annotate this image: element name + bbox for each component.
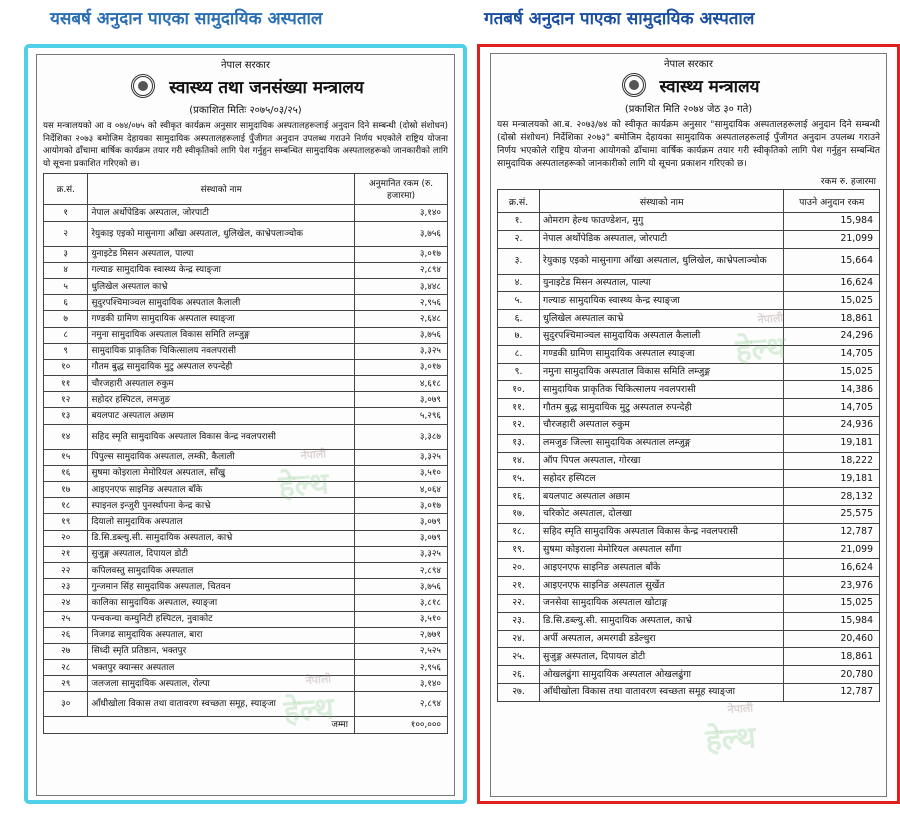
row-institution: सहोदर हस्पिटल, लमजुङ	[88, 392, 355, 408]
row-institution: बयलपाट अस्पताल अछाम	[540, 488, 784, 506]
row-amount: २,६४८	[355, 311, 448, 327]
row-amount: ३,७५६	[355, 221, 448, 246]
row-amount: 23,976	[784, 577, 880, 595]
last-year-heading: गतबर्ष अनुदान पाएका सामुदायिक अस्पताल	[484, 9, 755, 29]
row-serial: १८.	[498, 523, 540, 541]
row-institution: आँधीखोला विकास तथा वातावरण स्वच्छता समूह, स्याङ्जा	[88, 692, 355, 717]
row-serial: ५.	[498, 292, 540, 310]
row-amount: 20,460	[784, 630, 880, 648]
row-amount: २,९५६	[355, 295, 448, 311]
table-row	[44, 482, 448, 498]
grant-table	[43, 173, 448, 733]
row-serial: ११.	[498, 399, 540, 417]
row-amount: ३,०१७	[355, 246, 448, 262]
row-institution: भक्तपुर क्यान्सर अस्पताल	[88, 660, 355, 676]
row-amount: ४,०६४	[355, 482, 448, 498]
row-institution: युनाइटेड मिसन अस्पताल, पाल्पा	[88, 246, 355, 262]
row-amount: 21,099	[784, 230, 880, 248]
col-serial: क्र.सं.	[498, 190, 540, 213]
row-amount: 12,787	[784, 523, 880, 541]
row-amount: २,८९४	[355, 262, 448, 278]
row-serial: २.	[498, 230, 540, 248]
this-year-notice	[36, 54, 455, 796]
row-serial: १३.	[498, 434, 540, 452]
row-institution: गुन्जमान सिंह सामुदायिक अस्पताल, चितवन	[88, 579, 355, 595]
table-row	[44, 205, 448, 221]
row-amount: २,९५६	[355, 660, 448, 676]
row-institution: लमजुङ जिल्ला सामुदायिक अस्पताल लम्जुङ्ग	[540, 434, 784, 452]
row-institution: रेयुकाइ एइको मासुनागा आँखा अस्पताल, धुलिखेल, काभ्रेपलाञ्चोक	[540, 248, 784, 274]
table-row	[44, 278, 448, 294]
row-amount: 16,624	[784, 274, 880, 292]
table-row	[498, 523, 880, 541]
table-row	[44, 676, 448, 692]
table-row	[498, 541, 880, 559]
row-institution: ओमराग हेल्थ फाउण्डेशन, मुगु	[540, 213, 784, 231]
nepal-emblem-icon	[127, 72, 161, 100]
row-amount: 14,705	[784, 399, 880, 417]
row-amount: ३,०१७	[355, 359, 448, 375]
row-serial: ४	[44, 262, 88, 278]
table-row	[44, 392, 448, 408]
table-row	[498, 399, 880, 417]
row-institution: कपिलवस्तु सामुदायिक अस्पताल	[88, 562, 355, 578]
row-serial: ७	[44, 311, 88, 327]
table-row	[498, 630, 880, 648]
row-amount: 20,780	[784, 666, 880, 684]
table-row	[498, 416, 880, 434]
row-serial: २६	[44, 627, 88, 643]
row-institution: पन्चकन्या कम्युनिटी हस्पिटल, नुवाकोट	[88, 611, 355, 627]
table-row	[44, 627, 448, 643]
row-institution: निजगढ सामुदायिक अस्पताल, बारा	[88, 627, 355, 643]
row-amount: 15,984	[784, 213, 880, 231]
ministry-title: स्वास्थ्य तथा जनसंख्या मन्त्रालय	[169, 77, 364, 98]
table-row	[498, 434, 880, 452]
table-row	[44, 221, 448, 246]
row-amount: ३,७५६	[355, 579, 448, 595]
row-serial: १३	[44, 408, 88, 424]
row-institution: डि.सि.डब्ल्यु.सी. सामुदायिक अस्पताल, काभ्रे	[88, 530, 355, 546]
row-amount: 28,132	[784, 488, 880, 506]
row-serial: २६.	[498, 666, 540, 684]
row-institution: नेपाल अर्थोपेडिक अस्पताल, जोरपाटी	[88, 205, 355, 221]
row-serial: २२	[44, 562, 88, 578]
table-row	[44, 262, 448, 278]
row-institution: गौतम बुद्ध सामुदायिक मुटु अस्पताल रुपन्देही	[540, 399, 784, 417]
row-amount: २,५२५	[355, 643, 448, 659]
row-serial: १६.	[498, 488, 540, 506]
row-institution: सिध्दी स्मृति प्रतिष्ठान, भक्तपुर	[88, 643, 355, 659]
row-serial: २	[44, 221, 88, 246]
row-institution: गौतम बुद्ध सामुदायिक मुटु अस्पताल रुपन्देही	[88, 359, 355, 375]
row-serial: २४.	[498, 630, 540, 648]
total-value: १००,०००	[355, 717, 448, 733]
row-institution: सुषमा कोइराला मेमोरियल अस्पताल साँगा	[540, 541, 784, 559]
row-serial: ८	[44, 327, 88, 343]
table-row	[498, 363, 880, 381]
ministry-title: स्वास्थ्य मन्त्रालय	[659, 76, 760, 97]
col-institution: संस्थाको नाम	[88, 174, 355, 205]
table-row	[44, 611, 448, 627]
row-serial: ६.	[498, 310, 540, 328]
row-institution: नेपाल अर्थोपेडिक अस्पताल, जोरपाटी	[540, 230, 784, 248]
row-serial: २३	[44, 579, 88, 595]
nepal-emblem-icon	[618, 71, 652, 99]
row-amount: 15,025	[784, 594, 880, 612]
row-amount: ३,०७९	[355, 514, 448, 530]
table-row	[44, 465, 448, 481]
table-row	[44, 595, 448, 611]
row-amount: ३,५१०	[355, 611, 448, 627]
row-serial: १२	[44, 392, 88, 408]
row-amount: ३,३२५	[355, 343, 448, 359]
table-row	[44, 546, 448, 562]
row-institution: नमुना सामुदायिक अस्पताल विकास समिति लम्जुङ्ग	[88, 327, 355, 343]
row-institution: सहिद स्मृति सामुदायिक अस्पताल विकास केन्द्र नवलपरासी	[540, 523, 784, 541]
table-row	[44, 359, 448, 375]
table-row	[44, 498, 448, 514]
row-amount: 19,181	[784, 434, 880, 452]
watermark-logo: नेपाली हेल्थ	[704, 701, 757, 759]
row-institution: युनाइटेड मिसन अस्पताल, पाल्पा	[540, 274, 784, 292]
notice-intro: यस मन्त्रालयको आ.ब. २०७३/७४ को स्वीकृत कार्यक्रम अनुसार "सामुदायिक अस्पतालहरूलाई अनुदान दिने सम्बन्धी (दोस्रो संशोधन) निर्देशिका २०७३" बमोजिम देहायका सामुदायिक अस्पतालहरूलाई पुँजीगत अनुदान उपलब्ध गराउने निर्णय भएकोले राष्ट्रिय योजना आयोगको ढाँचामा वार्षिक कार्यक्रम तयार गरी स्वीकृतिको लागि पेश गर्नुहुन सम्बन्धित सामुदायिक अस्पतालहरूको जानकारीको लागि यो सूचना प्रकाशन गरिएको छ।	[497, 120, 880, 169]
row-institution: गल्याङ सामुदायिक स्वास्थ्य केन्द्र स्याङ्जा	[88, 262, 355, 278]
row-serial: २०.	[498, 559, 540, 577]
table-row	[498, 488, 880, 506]
row-serial: ६	[44, 295, 88, 311]
table-row	[44, 514, 448, 530]
row-institution: सामुदायिक प्राकृतिक चिकित्सालय नवलपरासी	[540, 381, 784, 399]
row-amount: 12,787	[784, 683, 880, 701]
table-row	[498, 327, 880, 345]
table-row	[44, 376, 448, 392]
table-row	[498, 559, 880, 577]
table-row	[44, 579, 448, 595]
row-amount: 18,861	[784, 310, 880, 328]
row-institution: ऑप पिपल अस्पताल, गोरखा	[540, 452, 784, 470]
row-serial: १७	[44, 482, 88, 498]
row-serial: ३	[44, 246, 88, 262]
row-serial: २७	[44, 643, 88, 659]
masthead	[497, 71, 880, 99]
row-amount: 15,984	[784, 612, 880, 630]
grant-table	[497, 189, 880, 702]
row-institution: अर्पी अस्पताल, अमरगढी डडेल्धुरा	[540, 630, 784, 648]
row-amount: ३,५१०	[355, 465, 448, 481]
row-institution: आँधीखोला विकास तथा वातावरण स्वच्छता समूह स्याङ्जा	[540, 683, 784, 701]
row-institution: सहिद स्मृति सामुदायिक अस्पताल विकास केन्द्र नवलपरासी	[88, 424, 355, 449]
row-amount: ३,३२५	[355, 546, 448, 562]
total-label: जम्मा	[44, 717, 355, 733]
row-amount: ३,८१८	[355, 595, 448, 611]
table-row	[44, 246, 448, 262]
col-amount: अनुमानित रकम (रु. हजारमा)	[355, 174, 448, 205]
row-serial: ३.	[498, 248, 540, 274]
row-serial: २५	[44, 611, 88, 627]
col-amount: पाउने अनुदान रकम	[784, 190, 880, 213]
this-year-heading: यसबर्ष अनुदान पाएका सामुदायिक अस्पताल	[50, 9, 323, 29]
table-row	[498, 505, 880, 523]
row-institution: सुजुङ्ग अस्पताल, दिपायल डोटी	[88, 546, 355, 562]
row-amount: 18,861	[784, 648, 880, 666]
last-year-notice	[490, 53, 887, 797]
row-amount: 14,705	[784, 345, 880, 363]
row-serial: १०	[44, 359, 88, 375]
amount-unit-note: रकम रु. हजारमा	[820, 177, 876, 187]
row-institution: डि.सि.डब्ल्यु.सी. सामुदायिक अस्पताल, काभ्रे	[540, 612, 784, 630]
row-amount: 18,222	[784, 452, 880, 470]
row-amount: ३,३८७	[355, 424, 448, 449]
row-serial: २३.	[498, 612, 540, 630]
row-serial: १२.	[498, 416, 540, 434]
row-amount: ४,६१८	[355, 376, 448, 392]
row-amount: 15,025	[784, 292, 880, 310]
row-serial: ८.	[498, 345, 540, 363]
row-institution: पिपुल्स सामुदायिक अस्पताल, लम्की, कैलाली	[88, 449, 355, 465]
table-row	[44, 408, 448, 424]
row-amount: 16,624	[784, 559, 880, 577]
row-amount: २,८९४	[355, 692, 448, 717]
row-serial: १६	[44, 465, 88, 481]
row-institution: सुदुरपश्चिमाञ्चल सामुदायिक अस्पताल कैलाली	[540, 327, 784, 345]
notice-intro: यस मन्त्रालयको आ व ०७४/०७५ को स्वीकृत कार्यक्रम अनुसार सामुदायिक अस्पतालहरूलाई अनुदान दिने सम्बन्धी (दोस्रो संशोधन) निर्देशिका २०७३ बमोजिम देहायका सामुदायिक अस्पतालहरूलाई पुँजीगत अनुदान उपलब्ध गराउने निर्णय भएकोले राष्ट्रिय योजना आयोगको ढाँचामा बार्षिक कार्यक्रम तयार गरी स्वीकृतिको लागि पेश गर्नुहुन सम्बन्धित सामुदायिक अस्पतालहरूको जानकारीको लागि यो सूचना प्रकाशित गरिएको छ।	[43, 121, 448, 169]
row-amount: 25,575	[784, 505, 880, 523]
row-serial: २४	[44, 595, 88, 611]
this-year-notice-panel	[24, 44, 467, 804]
row-institution: जनसेवा सामुदायिक अस्पताल खोटाङ्ग	[540, 594, 784, 612]
row-serial: २१	[44, 546, 88, 562]
row-institution: गल्याङ सामुदायिक स्वास्थ्य केन्द्र स्याङ्जा	[540, 292, 784, 310]
row-institution: सुषमा कोइराला मेमोरियल अस्पताल, साँखु	[88, 465, 355, 481]
last-year-notice-panel	[477, 44, 900, 804]
row-amount: ३,७५६	[355, 327, 448, 343]
row-serial: १	[44, 205, 88, 221]
row-amount: ३,०७९	[355, 392, 448, 408]
row-serial: ९	[44, 343, 88, 359]
table-row	[44, 449, 448, 465]
publish-date: (प्रकाशित मिति २०७४ जेठ ३० गते)	[624, 104, 753, 115]
government-label: नेपाल सरकार	[221, 60, 270, 71]
row-amount: 19,181	[784, 470, 880, 488]
row-amount: ३,४४८	[355, 278, 448, 294]
row-serial: २०	[44, 530, 88, 546]
col-institution: संस्थाको नाम	[540, 190, 784, 213]
government-label: नेपाल सरकार	[664, 59, 713, 70]
row-institution: स्पाइनल इन्जुरी पुनर्स्थापना केन्द्र काभ्रे	[88, 498, 355, 514]
row-institution: सुजुङ्ग अस्पताल, दिपायल डोटी	[540, 648, 784, 666]
row-institution: चरिकोट अस्पताल, दोलखा	[540, 505, 784, 523]
row-amount: ३,१४०	[355, 205, 448, 221]
row-serial: ४.	[498, 274, 540, 292]
row-amount: ३,३२५	[355, 449, 448, 465]
row-amount: 15,025	[784, 363, 880, 381]
row-institution: नमुना सामुदायिक अस्पताल विकास समिति लम्जुङ्ग	[540, 363, 784, 381]
row-serial: २५.	[498, 648, 540, 666]
table-row	[44, 562, 448, 578]
table-header-row	[498, 190, 880, 213]
row-amount: ३,०१७	[355, 498, 448, 514]
row-amount: 14,386	[784, 381, 880, 399]
row-amount: ५,२९६	[355, 408, 448, 424]
row-serial: ३०	[44, 692, 88, 717]
table-row	[44, 327, 448, 343]
masthead	[43, 72, 448, 100]
table-row	[498, 577, 880, 595]
row-serial: १५.	[498, 470, 540, 488]
col-serial: क्र.सं.	[44, 174, 88, 205]
row-institution: चौरजहारी अस्पताल रुकुम	[540, 416, 784, 434]
total-row	[44, 717, 448, 733]
row-institution: रेयुकाइ एइको मासुनागा आँखा अस्पताल, धुलिखेल, काभ्रेपलाञ्चोक	[88, 221, 355, 246]
row-serial: २१.	[498, 577, 540, 595]
row-amount: २,७७१	[355, 627, 448, 643]
table-row	[44, 343, 448, 359]
watermark-logo: नेपाली हेल्थ	[734, 311, 787, 369]
table-row	[44, 530, 448, 546]
row-institution: धुलिखेल अस्पताल काभ्रे	[540, 310, 784, 328]
row-institution: कालिका सामुदायिक अस्पताल, स्याङ्जा	[88, 595, 355, 611]
row-serial: १.	[498, 213, 540, 231]
row-serial: ५	[44, 278, 88, 294]
row-serial: २२.	[498, 594, 540, 612]
row-serial: २९	[44, 676, 88, 692]
table-header-row	[44, 174, 448, 205]
table-row	[498, 345, 880, 363]
row-amount: 21,099	[784, 541, 880, 559]
row-serial: १९.	[498, 541, 540, 559]
table-row	[44, 424, 448, 449]
row-serial: १९	[44, 514, 88, 530]
row-institution: धुलिखेल अस्पताल काभ्रे	[88, 278, 355, 294]
table-row	[44, 692, 448, 717]
row-amount: ३,१४०	[355, 676, 448, 692]
row-institution: दियालो सामुदायिक अस्पताल	[88, 514, 355, 530]
row-serial: १८	[44, 498, 88, 514]
row-serial: १७.	[498, 505, 540, 523]
table-row	[498, 666, 880, 684]
table-row	[498, 594, 880, 612]
table-row	[44, 643, 448, 659]
row-institution: गण्डकी ग्रामिण सामुदायिक अस्पताल स्याङ्जा	[540, 345, 784, 363]
row-institution: सामुदायिक प्राकृतिक चिकित्सालय नवलपरासी	[88, 343, 355, 359]
watermark-logo: नेपाली हेल्थ	[282, 672, 335, 730]
publish-date: (प्रकाशित मितिः २०७५/०३/२५)	[189, 105, 302, 116]
row-institution: ओखलढुंगा सामुदायिक अस्पताल ओखलढुंगा	[540, 666, 784, 684]
row-institution: जलजला सामुदायिक अस्पताल, रोल्पा	[88, 676, 355, 692]
table-row	[498, 274, 880, 292]
row-serial: १०.	[498, 381, 540, 399]
row-institution: सुदुरपश्चिमाञ्चल सामुदायिक अस्पताल कैलाली	[88, 295, 355, 311]
row-serial: ११	[44, 376, 88, 392]
row-amount: 24,296	[784, 327, 880, 345]
row-serial: २८	[44, 660, 88, 676]
table-row	[498, 648, 880, 666]
row-serial: ७.	[498, 327, 540, 345]
row-institution: आइएनएफ साइनिङ अस्पताल बाँके	[540, 559, 784, 577]
row-institution: आइएनएफ साइनिङ अस्पताल बाँके	[88, 482, 355, 498]
row-institution: सहोदर हस्पिटल	[540, 470, 784, 488]
table-row	[498, 310, 880, 328]
row-institution: बयलपाट अस्पताल अछाम	[88, 408, 355, 424]
row-amount: 15,664	[784, 248, 880, 274]
table-row	[498, 470, 880, 488]
row-serial: २७.	[498, 683, 540, 701]
table-row	[498, 248, 880, 274]
table-row	[44, 660, 448, 676]
row-amount: 24,936	[784, 416, 880, 434]
table-row	[498, 381, 880, 399]
row-serial: ९.	[498, 363, 540, 381]
row-amount: ३,०७९	[355, 530, 448, 546]
row-institution: चौरजहारी अस्पताल रुकुम	[88, 376, 355, 392]
row-serial: १४	[44, 424, 88, 449]
row-serial: १४.	[498, 452, 540, 470]
table-row	[498, 612, 880, 630]
table-row	[44, 295, 448, 311]
table-row	[498, 452, 880, 470]
watermark-logo: नेपाली हेल्थ	[277, 447, 330, 505]
row-institution: गण्डकी ग्रामिण सामुदायिक अस्पताल स्याङ्जा	[88, 311, 355, 327]
table-row	[498, 292, 880, 310]
table-row	[498, 230, 880, 248]
table-row	[498, 683, 880, 701]
row-serial: १५	[44, 449, 88, 465]
row-institution: आइएनएफ साइनिङ अस्पताल सुर्खेत	[540, 577, 784, 595]
row-amount: २,८९४	[355, 562, 448, 578]
table-row	[44, 311, 448, 327]
table-row	[498, 213, 880, 231]
